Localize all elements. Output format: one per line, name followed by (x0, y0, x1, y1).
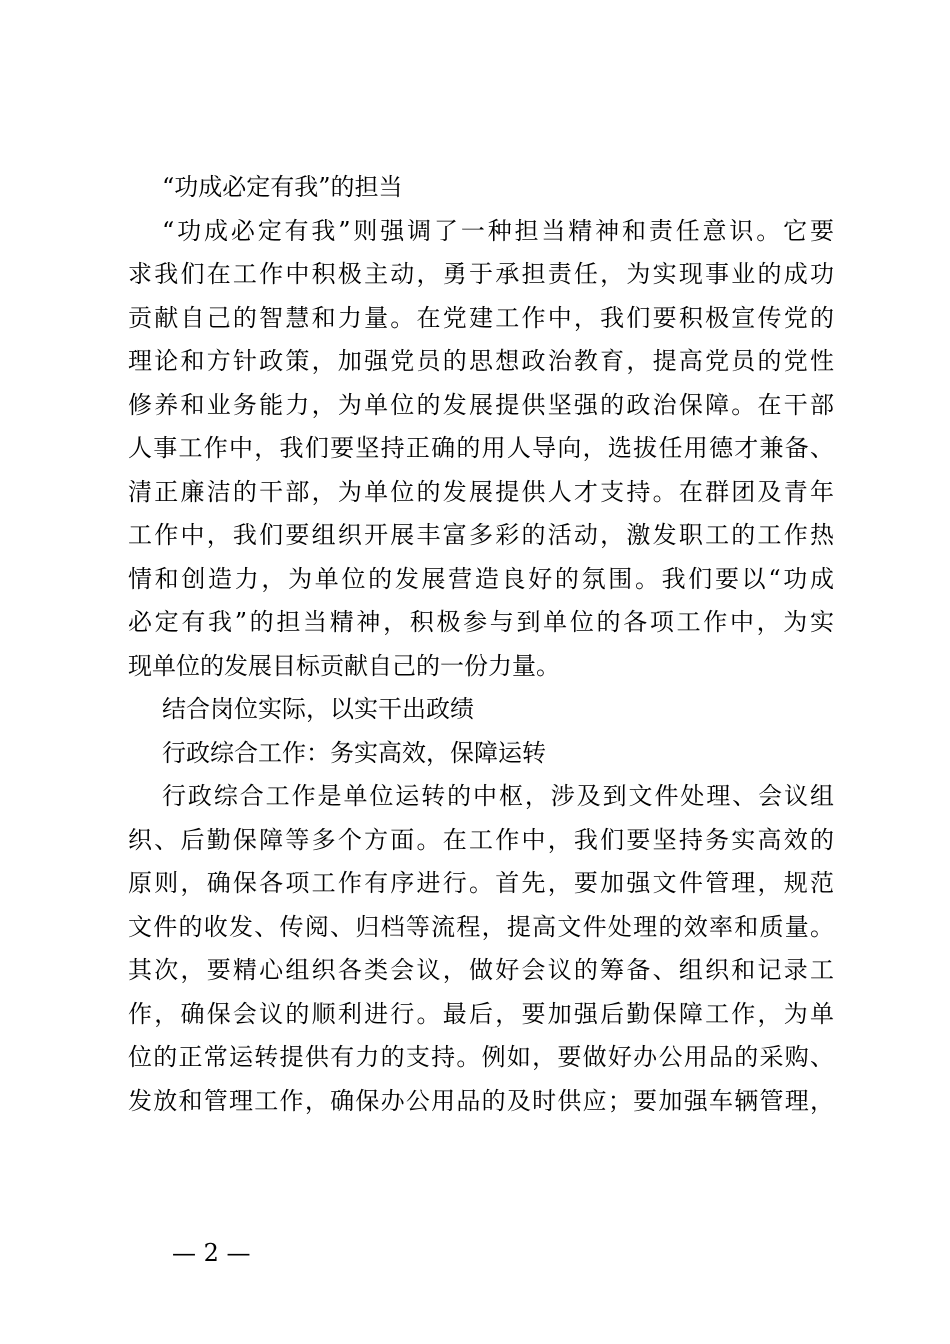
paragraph-line: 织、后勤保障等多个方面。在工作中，我们要坚持务实高效的 (128, 825, 834, 854)
paragraph-line: 发放和管理工作，确保办公用品的及时供应；要加强车辆管理， (128, 1086, 834, 1115)
paragraph-line: 清正廉洁的干部，为单位的发展提供人才支持。在群团及青年 (128, 477, 834, 506)
paragraph-line: 其次，要精心组织各类会议，做好会议的筹备、组织和记录工 (128, 956, 834, 984)
page-number: — 2 — (172, 1239, 251, 1267)
paragraph-line: 现单位的发展目标贡献自己的一份力量。 (128, 651, 560, 680)
paragraph-line: 必定有我”的担当精神，积极参与到单位的各项工作中，为实 (128, 608, 834, 636)
paragraph-line: 作，确保会议的顺利进行。最后，要加强后勤保障工作，为单 (128, 999, 834, 1028)
paragraph-line: 原则，确保各项工作有序进行。首先，要加强文件管理，规范 (128, 869, 834, 897)
paragraph-line: 行政综合工作是单位运转的中枢，涉及到文件处理、会议组 (162, 782, 834, 810)
subsection-heading: 行政综合工作：务实高效，保障运转 (162, 738, 546, 767)
paragraph-line: 理论和方针政策，加强党员的思想政治教育，提高党员的党性 (128, 347, 834, 375)
paragraph-line: 求我们在工作中积极主动，勇于承担责任，为实现事业的成功 (128, 260, 834, 288)
paragraph-line: “功成必定有我”则强调了一种担当精神和责任意识。它要 (162, 216, 834, 245)
paragraph-line: 情和创造力，为单位的发展营造良好的氛围。我们要以“功成 (128, 564, 834, 593)
section-heading: 结合岗位实际，以实干出政绩 (162, 695, 474, 723)
paragraph-line: 贡献自己的智慧和力量。在党建工作中，我们要积极宣传党的 (128, 303, 834, 332)
paragraph-line: 修养和业务能力，为单位的发展提供坚强的政治保障。在干部 (128, 390, 834, 419)
document-body (128, 166, 834, 1123)
paragraph-line: 人事工作中，我们要坚持正确的用人导向，选拔任用德才兼备、 (128, 434, 834, 462)
paragraph-line: 文件的收发、传阅、归档等流程，提高文件处理的效率和质量。 (128, 912, 834, 941)
section-heading: “功成必定有我”的担当 (162, 173, 403, 201)
paragraph-line: 位的正常运转提供有力的支持。例如，要做好办公用品的采购、 (128, 1043, 834, 1071)
paragraph-line: 工作中，我们要组织开展丰富多彩的活动，激发职工的工作热 (128, 521, 834, 549)
